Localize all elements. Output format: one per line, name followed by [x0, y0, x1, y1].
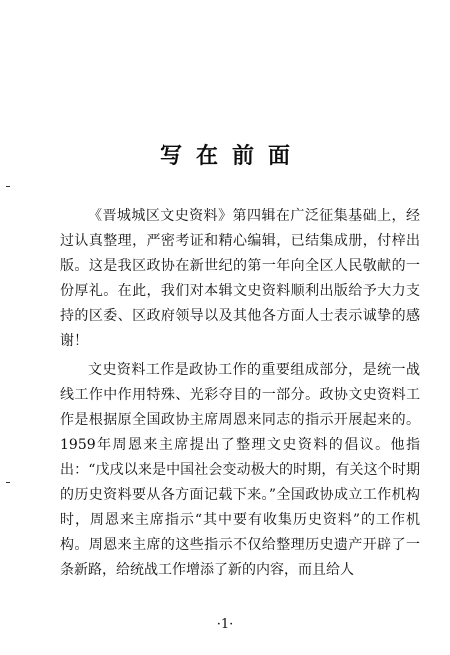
body-text [60, 204, 420, 587]
paragraph-2: 文史资料工作是政协工作的重要组成部分，是统一战线工作中作用特殊、光彩夺目的一部分。政协文史资料工作是根据原全国政协主席周恩来同志的指示开展起来的。1959年周恩来主席提出了整理文史资料的倡议。他指出：“戊戌以来是中国社会变动极大的时期，有关这个时期的历史资料要从各方面记载下来。”全国政协成立工作机构时，周恩来主席指示“其中要有收集历史资料”的工作机构。周恩来主席的这些指示不仅给整理历史遗产开辟了一条新路，给统战工作增添了新的内容，而且给人 [60, 362, 420, 578]
page-number: ·1· [216, 617, 234, 632]
margin-mark-top [6, 186, 10, 187]
margin-mark-bottom [6, 482, 10, 483]
page-title: 写在前面 [159, 143, 304, 169]
paragraph-1: 《晋城城区文史资料》第四辑在广泛征集基础上，经过认真整理，严密考证和精心编辑，已结集成册，付梓出版。这是我区政协在新世纪的第一年向全区人民敬献的一份厚礼。在此，我们对本辑文史资料顺利出版给予大力支持的区委、区政府领导以及其他各方面人士表示诚挚的感谢！ [60, 208, 420, 349]
